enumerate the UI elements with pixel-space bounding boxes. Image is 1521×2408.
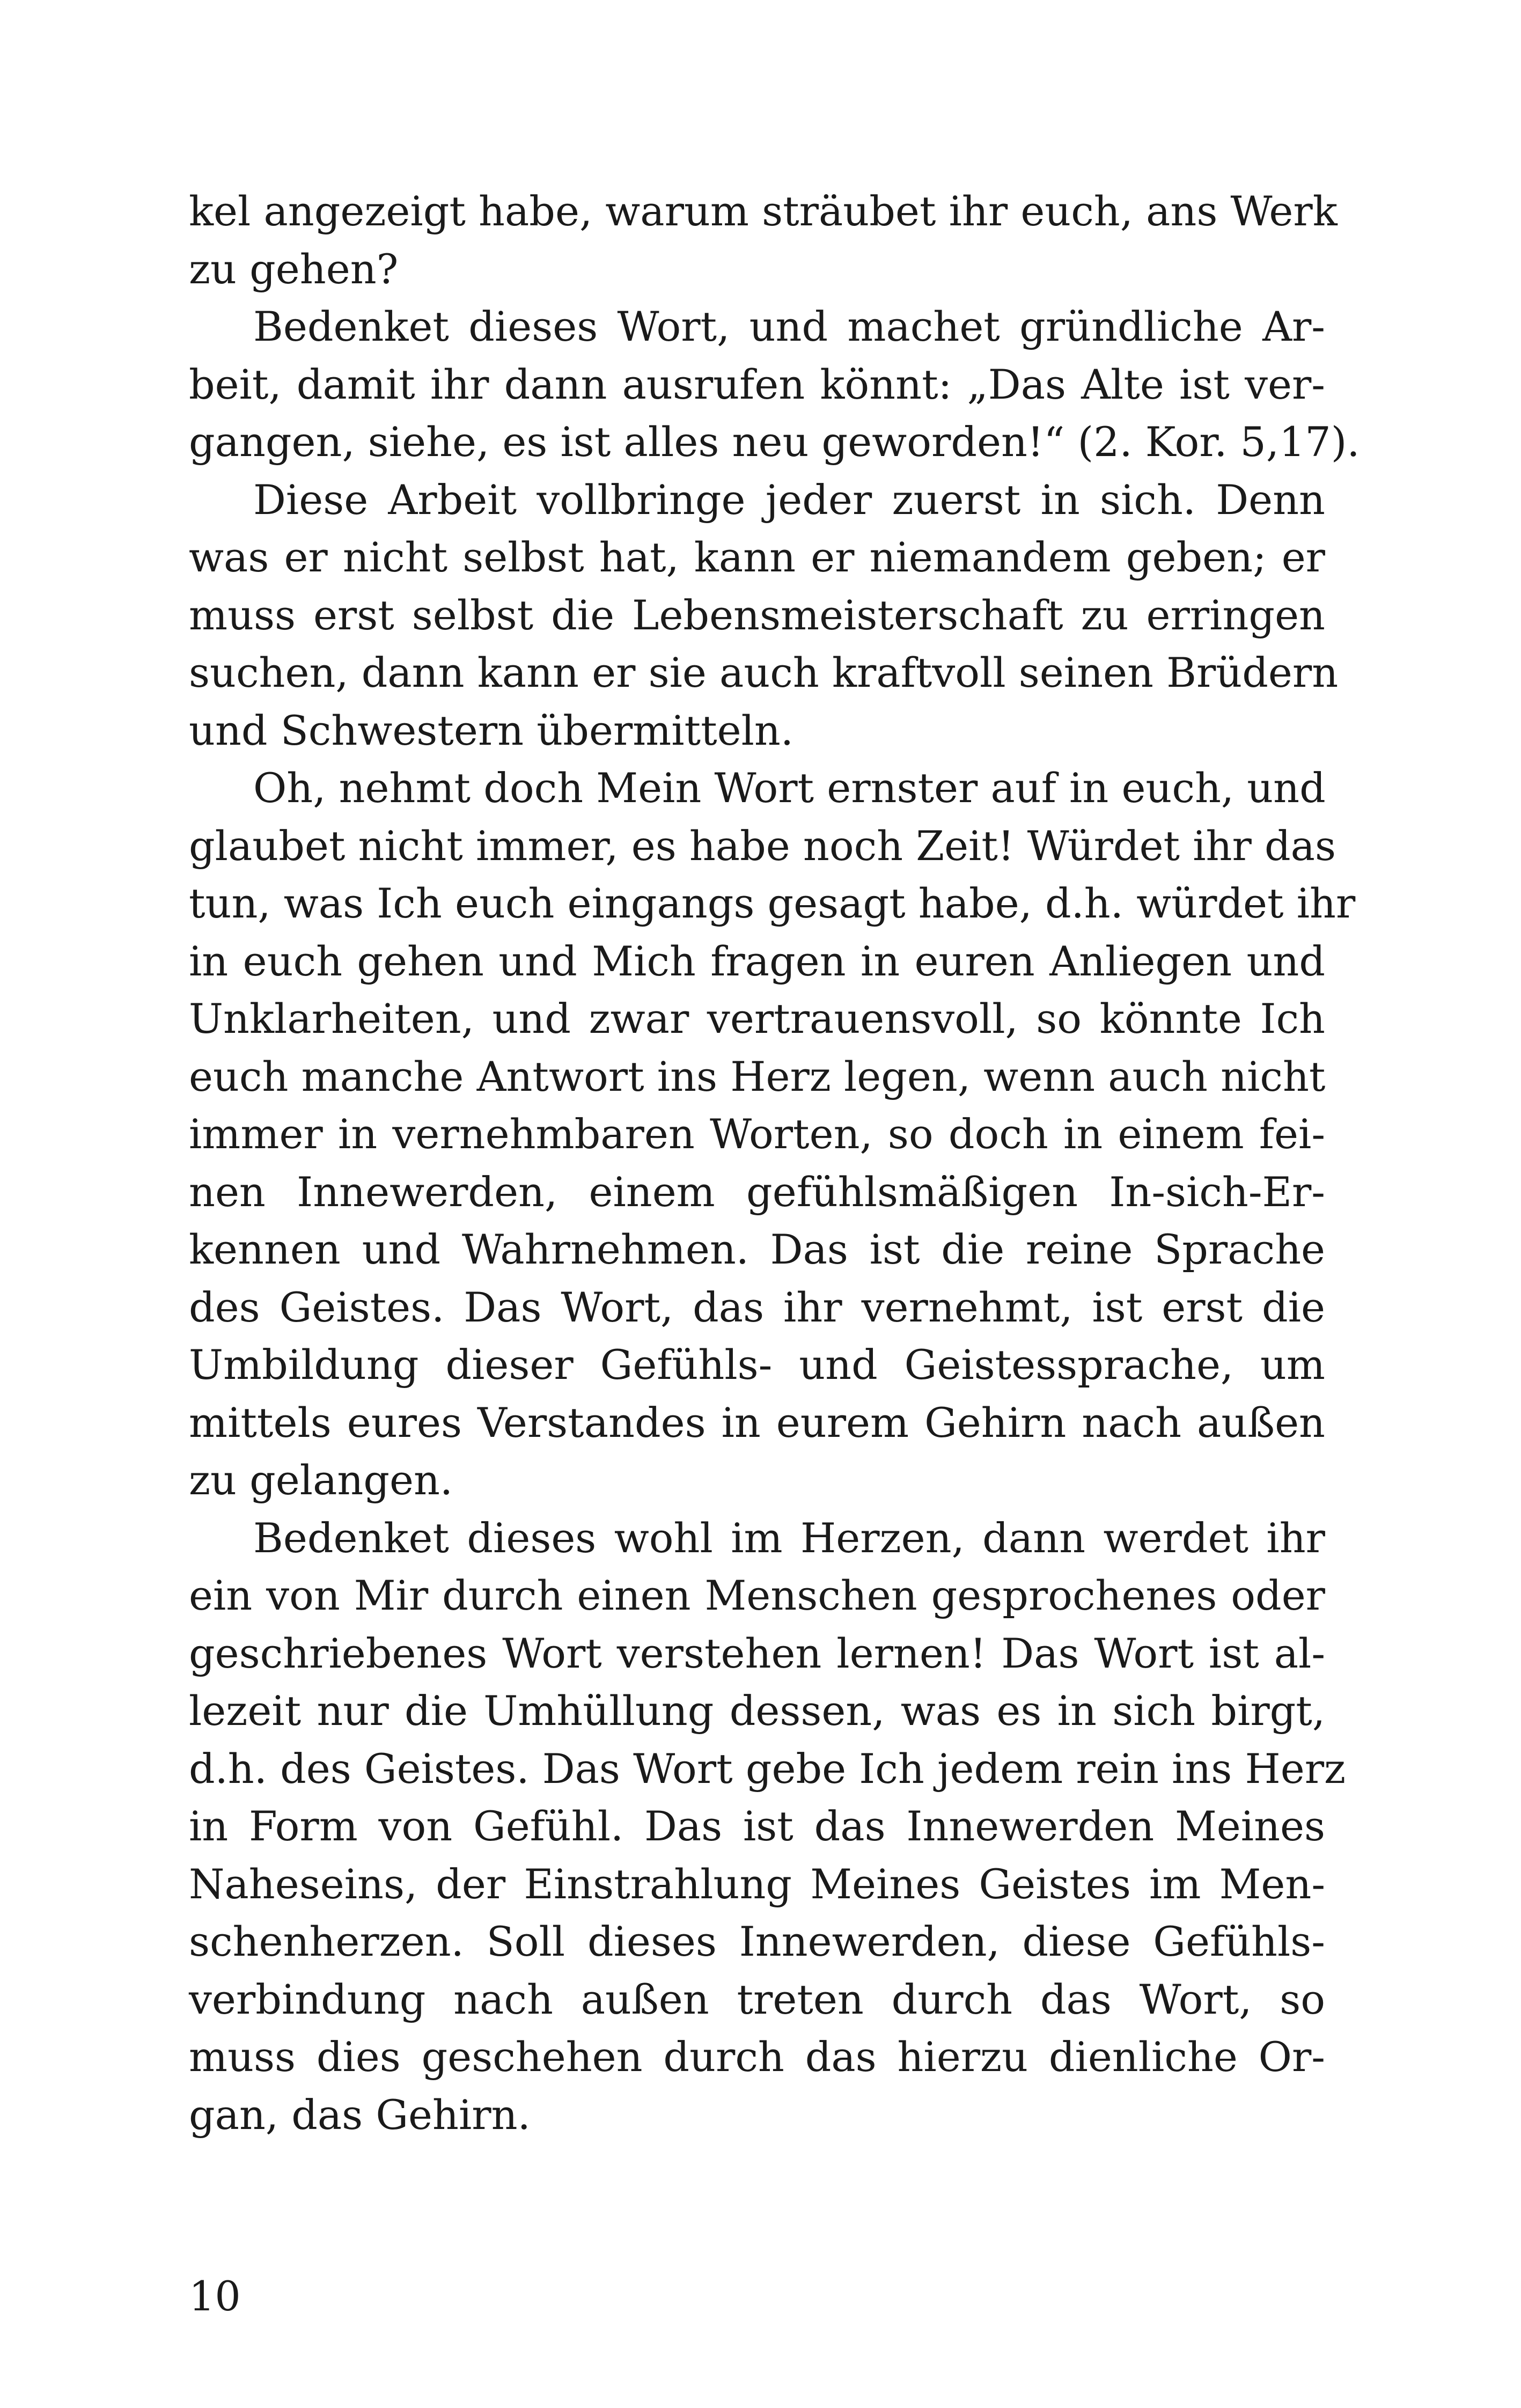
page-number: 10: [189, 2272, 241, 2320]
text-line: schenherzen. Soll dieses Innewerden, diese Gefühls-: [189, 1918, 1325, 1965]
paragraph: [189, 1509, 1346, 2144]
text-line: verbindung nach außen treten durch das Wort, so: [189, 1975, 1325, 2023]
paragraph: [189, 759, 1356, 1509]
text-line: zu gelangen.: [189, 1456, 453, 1504]
text-line: mittels eures Verstandes in eurem Gehirn nach außen: [189, 1398, 1325, 1447]
text-line: suchen, dann kann er sie auch kraftvoll seinen Brüdern: [189, 649, 1339, 696]
text-line: des Geistes. Das Wort, das ihr vernehmt, ist erst die: [189, 1283, 1325, 1331]
paragraph: [189, 471, 1339, 760]
text-line: muss dies geschehen durch das hierzu dienliche Or-: [189, 2033, 1325, 2081]
text-line: muss erst selbst die Lebensmeisterschaft zu erringen: [189, 591, 1325, 639]
text-line: kennen und Wahrnehmen. Das ist die reine Sprache: [189, 1225, 1325, 1273]
text-line: Umbildung dieser Gefühls- und Geistessprache, um: [189, 1341, 1325, 1389]
text-line: euch manche Antwort ins Herz legen, wenn auch nicht: [189, 1052, 1326, 1100]
paragraph: [189, 182, 1338, 298]
text-line: in euch gehen und Mich fragen in euren Anliegen und: [189, 937, 1325, 985]
text-line: in Form von Gefühl. Das ist das Innewerden Meines: [189, 1802, 1325, 1850]
text-line: was er nicht selbst hat, kann er niemandem geben; er: [189, 533, 1325, 581]
paragraph: [189, 298, 1360, 471]
text-line: Bedenket dieses Wort, und machet gründliche Ar-: [253, 303, 1325, 350]
text-line: Unklarheiten, und zwar vertrauensvoll, so könnte Ich: [189, 995, 1325, 1043]
text-line: tun, was Ich euch eingangs gesagt habe, d.h. würdet ihr: [189, 879, 1356, 927]
text-line: geschriebenes Wort verstehen lernen! Das Wort ist al-: [189, 1629, 1325, 1677]
text-line: und Schwestern übermitteln.: [189, 706, 794, 754]
text-line: glaubet nicht immer, es habe noch Zeit! Würdet ihr das: [189, 821, 1336, 870]
text-line: Naheseins, der Einstrahlung Meines Geistes im Men-: [189, 1860, 1325, 1908]
text-line: Bedenket dieses wohl im Herzen, dann werdet ihr: [253, 1514, 1325, 1562]
text-line: Oh, nehmt doch Mein Wort ernster auf in euch, und: [253, 764, 1326, 812]
text-line: kel angezeigt habe, warum sträubet ihr euch, ans Werk: [189, 187, 1338, 235]
body-text: [189, 182, 1360, 2143]
text-line: gangen, siehe, es ist alles neu geworden!“ (2. Kor. 5,17).: [189, 418, 1360, 466]
text-line: immer in vernehmbaren Worten, so doch in einem fei-: [189, 1110, 1325, 1158]
text-line: Diese Arbeit vollbringe jeder zuerst in sich. Denn: [253, 475, 1325, 524]
text-line: d.h. des Geistes. Das Wort gebe Ich jedem rein ins Herz: [189, 1744, 1346, 1793]
text-line: nen Innewerden, einem gefühlsmäßigen In-sich-Er-: [189, 1168, 1325, 1216]
text-line: gan, das Gehirn.: [189, 2090, 531, 2139]
text-line: beit, damit ihr dann ausrufen könnt: „Das Alte ist ver-: [189, 360, 1325, 408]
text-line: zu gehen?: [189, 245, 399, 293]
text-line: lezeit nur die Umhüllung dessen, was es in sich birgt,: [189, 1687, 1325, 1735]
text-line: ein von Mir durch einen Menschen gesprochenes oder: [189, 1572, 1325, 1619]
